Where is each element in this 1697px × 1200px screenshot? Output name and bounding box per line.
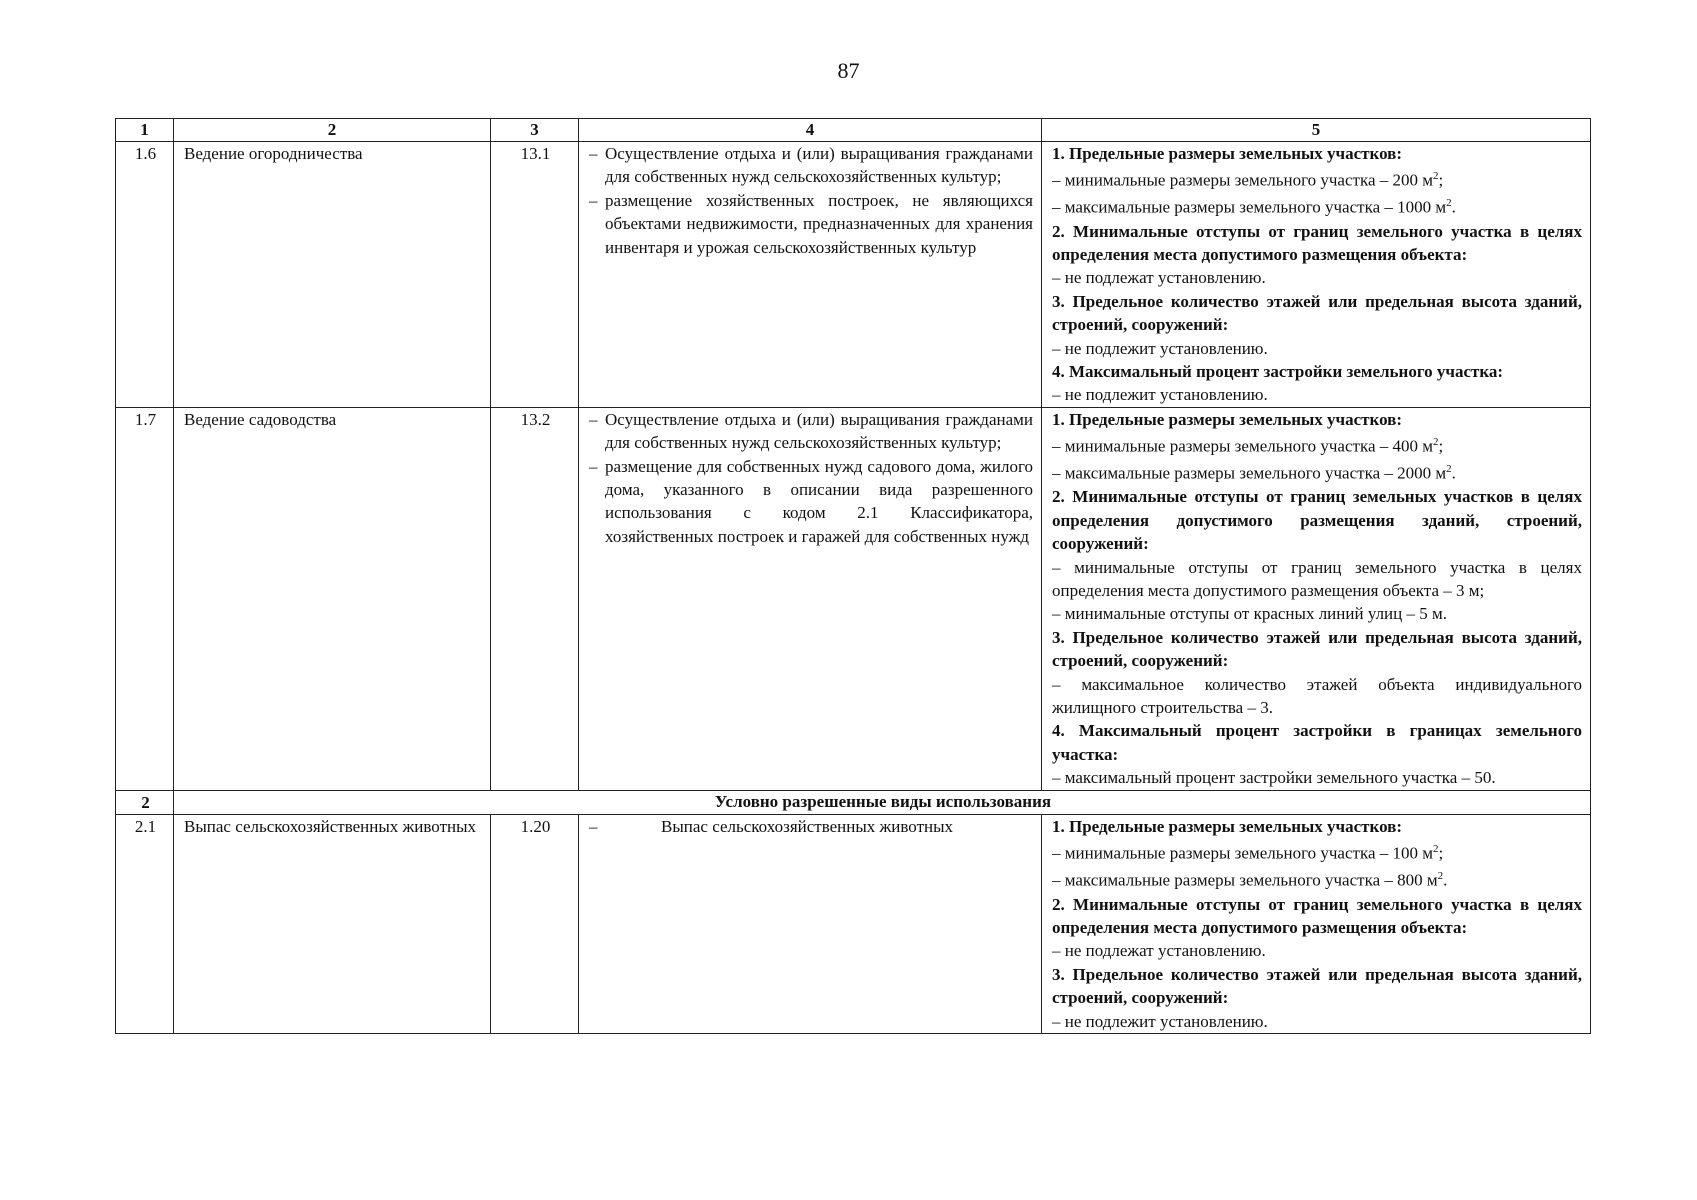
section-title: Условно разрешенные виды использования — [174, 790, 1591, 814]
parameter-heading: 2. Минимальные отступы от границ земельных участков в целях определения допустимого размещения зданий, строений, сооружений: — [1052, 487, 1582, 554]
section-number: 2 — [116, 790, 174, 814]
parameter-heading: 2. Минимальные отступы от границ земельного участка в целях определения места допустимого размещения объекта: — [1052, 221, 1582, 264]
land-use-description — [579, 142, 1042, 408]
parameter-heading: 3. Предельное количество этажей или предельная высота зданий, строений, сооружений: — [1052, 627, 1582, 671]
header-col-2: 2 — [174, 119, 491, 142]
parameter-value: – не подлежит установлению. — [1052, 338, 1268, 358]
land-use-description — [579, 407, 1042, 790]
parameter-heading: 1. Предельные размеры земельных участков: — [1052, 817, 1403, 836]
header-col-5: 5 — [1042, 119, 1591, 142]
parameter-heading: 1. Предельные размеры земельных участков: — [1052, 144, 1403, 163]
parameter-value: – минимальные размеры земельного участка – 400 $м^2$; — [1052, 436, 1444, 456]
row-number: 1.6 — [116, 142, 174, 408]
parameter-heading: 3. Предельное количество этажей или предельная высота зданий, строений, сооружений: — [1052, 964, 1582, 1008]
parameter-value: – не подлежит установлению. — [1052, 1011, 1268, 1031]
land-use-name: Ведение садоводства — [174, 407, 491, 790]
parameter-heading: 4. Максимальный процент застройки в границах земельного участка: — [1052, 721, 1582, 764]
parameter-value: – максимальные размеры земельного участка – 1000 $м^2$. — [1052, 197, 1456, 218]
parameter-value: – не подлежат установлению. — [1052, 268, 1266, 288]
parameter-value: – максимальное количество этажей объекта индивидуального жилищного строительства – 3. — [1052, 674, 1582, 717]
parameter-value: – минимальные размеры земельного участка – 200 $м^2$; — [1052, 170, 1444, 191]
classifier-code: 13.1 — [491, 142, 579, 408]
description-item: – размещение хозяйственных построек, не являющихся объектами недвижимости, предназначенных для хранения инвентаря и урожая сельскохозяйственных культур — [589, 190, 1033, 257]
regulations-table — [115, 118, 1591, 1034]
description-item: – Осуществление отдыха и (или) выращивания гражданами для собственных нужд сельскохозяйственных культур; — [589, 409, 1033, 453]
parameter-value: – минимальные отступы от красных линий улиц – 5 м. — [1052, 604, 1448, 624]
parameter-value: – максимальные размеры земельного участка – 2000 $м^2$. — [1052, 463, 1456, 483]
description-item: – Осуществление отдыха и (или) выращивания гражданами для собственных нужд сельскохозяйственных культур; — [589, 144, 1033, 187]
table-row — [116, 142, 1591, 408]
table-header-row — [116, 119, 1591, 142]
parameter-heading: 1. Предельные размеры земельных участков: — [1052, 409, 1403, 429]
parameter-value: – не подлежит установлению. — [1052, 385, 1268, 405]
row-number: 2.1 — [116, 815, 174, 1034]
parameter-value: – минимальные размеры земельного участка – 100 $м^2$; — [1052, 843, 1444, 864]
description-item: – Выпас сельскохозяйственных животных — [589, 817, 954, 836]
table-row — [116, 407, 1591, 790]
header-col-4: 4 — [579, 119, 1042, 142]
page-number: 87 — [837, 58, 860, 83]
parameter-heading: 2. Минимальные отступы от границ земельного участка в целях определения места допустимого размещения объекта: — [1052, 894, 1582, 937]
parameter-value: – не подлежат установлению. — [1052, 941, 1266, 961]
parameter-heading: 3. Предельное количество этажей или предельная высота зданий, строений, сооружений: — [1052, 291, 1582, 335]
land-use-name: Ведение огородничества — [174, 142, 491, 408]
description-item: – размещение для собственных нужд садового дома, жилого дома, указанного в описании вида разрешенного использования с кодом 2.1 Классификатора, хозяйственных построек и гаражей для собственных нужд — [589, 456, 1033, 546]
parameters-cell — [1042, 407, 1591, 790]
parameter-value: – минимальные отступы от границ земельного участка в целях определения места допустимого размещения объекта – 3 м; — [1052, 557, 1582, 600]
section-row — [116, 790, 1591, 814]
row-number: 1.7 — [116, 407, 174, 790]
classifier-code: 1.20 — [491, 815, 579, 1034]
parameter-heading: 4. Максимальный процент застройки земельного участка: — [1052, 361, 1504, 381]
parameters-cell — [1042, 815, 1591, 1034]
table-row — [116, 815, 1591, 1034]
parameter-value: – максимальный процент застройки земельного участка – 50. — [1052, 768, 1496, 788]
land-use-name: Выпас сельскохозяйственных животных — [174, 815, 491, 1034]
land-use-description — [579, 815, 1042, 1034]
parameters-cell — [1042, 142, 1591, 408]
parameter-value: – максимальные размеры земельного участка – 800 $м^2$. — [1052, 870, 1448, 891]
header-col-3: 3 — [491, 119, 579, 142]
classifier-code: 13.2 — [491, 407, 579, 790]
header-col-1: 1 — [116, 119, 174, 142]
